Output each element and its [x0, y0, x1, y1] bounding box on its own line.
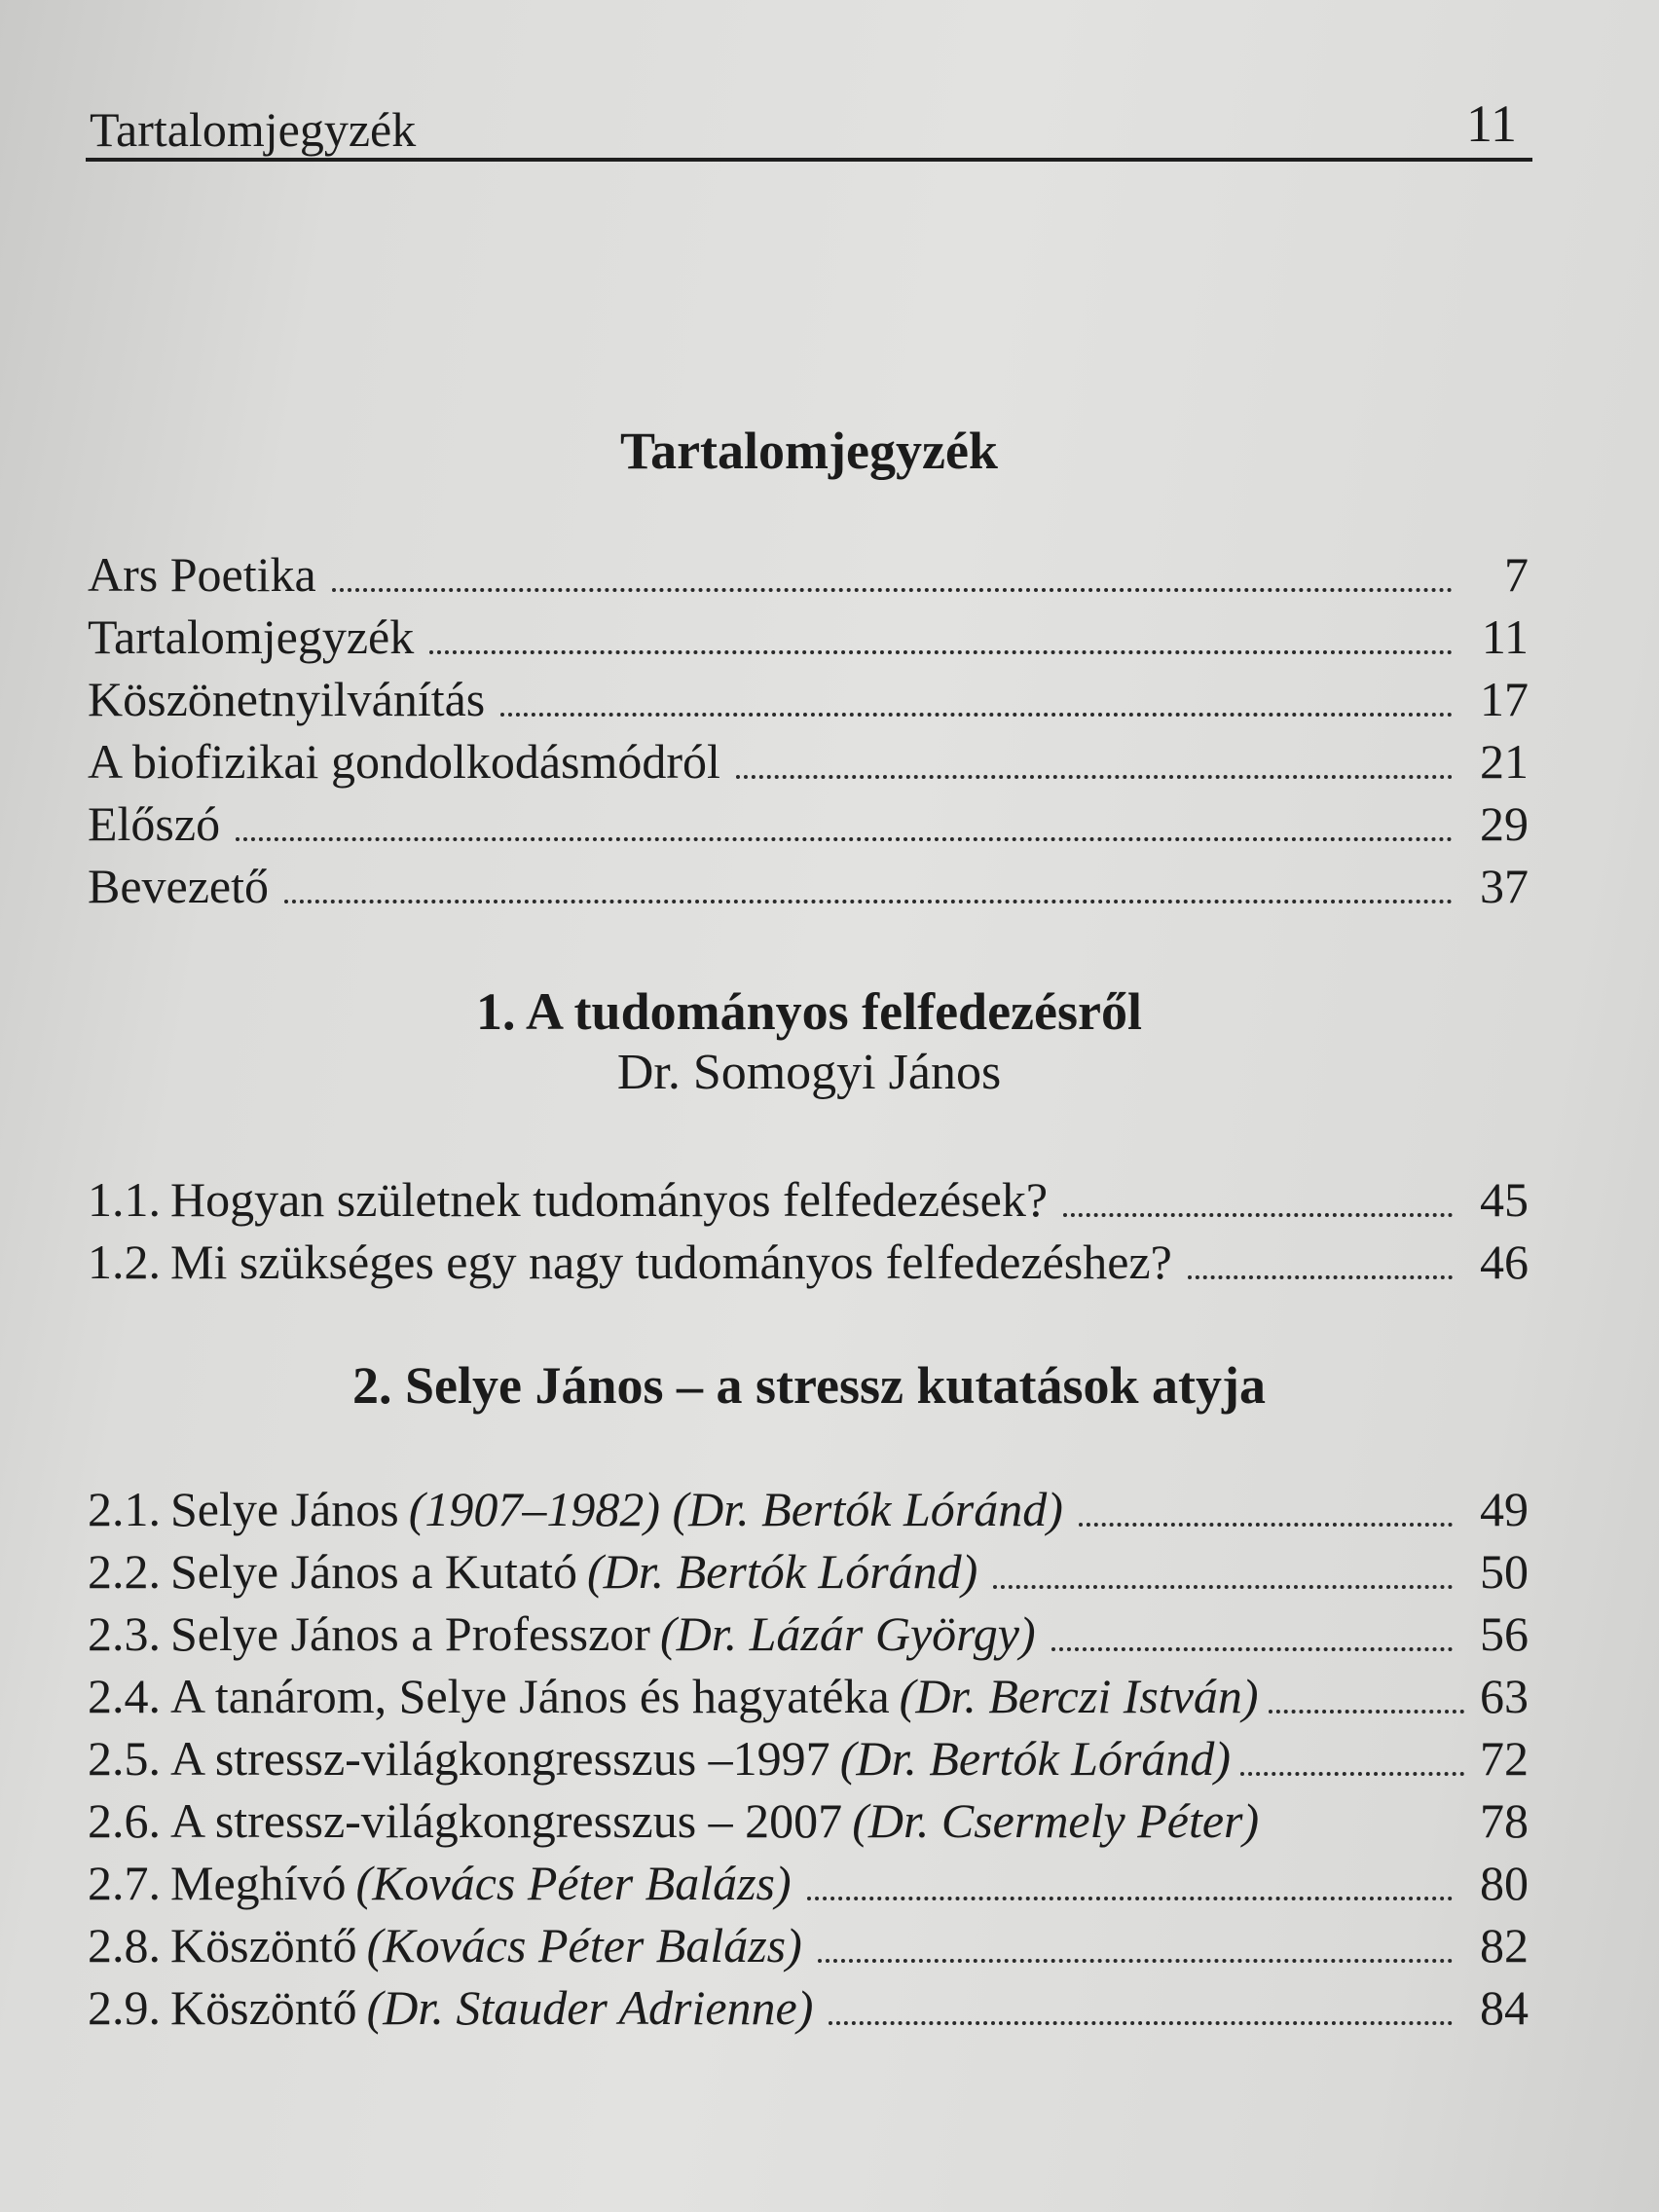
toc-entry-text: A stressz-világkongresszus –1997 — [170, 1731, 830, 1786]
section-1-author: Dr. Somogyi János — [616, 1045, 1002, 1100]
toc-entry-number: 2.2. — [88, 1544, 161, 1599]
dot-leader — [807, 1891, 1453, 1900]
dot-leader — [332, 582, 1453, 592]
dot-leader — [736, 769, 1453, 779]
toc-entry-number: 2.3. — [88, 1606, 161, 1661]
toc-entry[interactable] — [88, 1231, 1529, 1293]
toc-entry-author: (Kovács Péter Balázs) — [366, 1918, 802, 1972]
toc-entry-page: 82 — [1480, 1918, 1529, 1972]
toc-entry-page: 56 — [1480, 1606, 1529, 1661]
toc-entry[interactable] — [88, 1789, 1529, 1852]
toc-entry-number: 2.7. — [88, 1856, 161, 1910]
toc-entry-title — [88, 1168, 1048, 1231]
toc-entry[interactable] — [88, 668, 1529, 730]
toc-entry-number: 2.5. — [88, 1731, 161, 1786]
toc-entry[interactable] — [88, 1603, 1529, 1665]
toc-entry[interactable] — [88, 1478, 1529, 1540]
dot-leader — [1079, 1517, 1453, 1527]
dot-leader — [1063, 1207, 1453, 1217]
toc-entry-title — [88, 1727, 1231, 1789]
running-head-page-number: 11 — [1466, 94, 1517, 153]
toc-entry-author: (Dr. Csermely Péter) — [852, 1793, 1260, 1848]
toc-entry-title: Előszó — [88, 796, 221, 851]
toc-entry[interactable] — [88, 730, 1529, 793]
toc-entry-title — [88, 1540, 977, 1603]
dot-leader — [1188, 1270, 1453, 1279]
toc-entry-number: 1.1. — [88, 1172, 161, 1227]
toc-entry-page: 45 — [1480, 1172, 1529, 1227]
toc-entry-title: A biofizikai gondolkodásmódról — [88, 734, 720, 789]
dot-leader — [1240, 1766, 1464, 1776]
section-1-title: 1. A tudományos felfedezésről — [476, 982, 1142, 1041]
toc-entry-title — [88, 1976, 813, 2039]
toc-entry-text: Köszöntő — [170, 1980, 357, 2035]
toc-entry-number: 2.9. — [88, 1980, 161, 2035]
toc-entry-page: 7 — [1504, 547, 1529, 602]
toc-entry[interactable] — [88, 793, 1529, 855]
toc-title: Tartalomjegyzék — [620, 422, 998, 480]
toc-entry-text: Köszöntő — [170, 1918, 357, 1972]
toc-entry[interactable] — [88, 1665, 1529, 1727]
toc-entry-number: 2.6. — [88, 1793, 161, 1848]
toc-entry-author: (1907–1982) (Dr. Bertók Lóránd) — [408, 1482, 1063, 1536]
toc-entry-number: 2.1. — [88, 1482, 161, 1536]
toc-entry-author: (Dr. Bertók Lóránd) — [586, 1544, 978, 1599]
toc-entry[interactable] — [88, 1976, 1529, 2039]
toc-entry-page: 37 — [1480, 859, 1529, 913]
toc-entry-title — [88, 1231, 1172, 1293]
toc-entry-page: 49 — [1480, 1482, 1529, 1536]
toc-entry-title — [88, 1914, 802, 1976]
toc-entry-title — [88, 1478, 1063, 1540]
toc-entry-page: 29 — [1480, 796, 1529, 851]
dot-leader — [500, 707, 1453, 717]
dot-leader — [818, 1953, 1453, 1963]
dot-leader — [1051, 1641, 1453, 1651]
dot-leader — [1265, 1828, 1468, 1838]
toc-entry-page: 11 — [1481, 609, 1529, 664]
toc-entry-page: 17 — [1480, 672, 1529, 726]
toc-entry-text: Meghívó — [170, 1856, 347, 1910]
dot-leader — [284, 894, 1453, 903]
toc-entry-text: Selye János a Kutató — [170, 1544, 577, 1599]
toc-entry-author: (Kovács Péter Balázs) — [355, 1856, 792, 1910]
section-2-title: 2. Selye János – a stressz kutatások atyja — [351, 1356, 1266, 1415]
toc-entry-number: 1.2. — [88, 1235, 161, 1289]
toc-entry-page: 80 — [1480, 1856, 1529, 1910]
toc-entry-author: (Dr. Lázár György) — [659, 1606, 1036, 1661]
toc-entry[interactable] — [88, 1168, 1529, 1231]
toc-entry-title — [88, 1789, 1259, 1852]
toc-entry-title — [88, 1852, 792, 1914]
running-head-title: Tartalomjegyzék — [90, 102, 417, 157]
toc-entry-number: 2.4. — [88, 1669, 161, 1723]
running-head — [86, 90, 1532, 162]
toc-entry-title: Bevezető — [88, 859, 270, 913]
toc-entry-page: 50 — [1480, 1544, 1529, 1599]
toc-entry-title — [88, 1603, 1036, 1665]
dot-leader — [236, 831, 1453, 841]
dot-leader — [429, 645, 1453, 654]
toc-entry-text: Selye János — [170, 1482, 399, 1536]
toc-entry-page: 63 — [1480, 1669, 1529, 1723]
toc-entry-title: Ars Poetika — [88, 547, 316, 602]
toc-entry-number: 2.8. — [88, 1918, 161, 1972]
toc-entry[interactable] — [88, 1540, 1529, 1603]
toc-entry[interactable] — [88, 1914, 1529, 1976]
toc-entry-title: Tartalomjegyzék — [88, 609, 415, 664]
toc-entry-page: 84 — [1480, 1980, 1529, 2035]
toc-entry[interactable] — [88, 1852, 1529, 1914]
toc-entry-author: (Dr. Stauder Adrienne) — [366, 1980, 814, 2035]
toc-entry-page: 46 — [1480, 1235, 1529, 1289]
dot-leader — [993, 1579, 1453, 1589]
toc-entry-page: 78 — [1480, 1793, 1529, 1848]
toc-entry[interactable] — [88, 855, 1529, 917]
dot-leader — [829, 2015, 1453, 2025]
dot-leader — [1269, 1704, 1464, 1714]
toc-entry-page: 72 — [1480, 1731, 1529, 1786]
toc-entry-author: (Dr. Bertók Lóránd) — [839, 1731, 1232, 1786]
toc-entry-text: Hogyan születnek tudományos felfedezések? — [170, 1172, 1049, 1227]
toc-entry-text: Selye János a Professzor — [170, 1606, 650, 1661]
toc-entry-page: 21 — [1480, 734, 1529, 789]
toc-entry-title: Köszönetnyilvánítás — [88, 672, 486, 726]
toc-entry[interactable] — [88, 543, 1529, 606]
toc-entry-text: Mi szükséges egy nagy tudományos felfedezéshez? — [170, 1235, 1172, 1289]
toc-entry[interactable] — [88, 1727, 1529, 1789]
toc-entry-text: A tanárom, Selye János és hagyatéka — [170, 1669, 890, 1723]
toc-entry-text: A stressz-világkongresszus – 2007 — [170, 1793, 843, 1848]
toc-entry-author: (Dr. Berczi István) — [899, 1669, 1259, 1723]
toc-entry[interactable] — [88, 606, 1529, 668]
toc-entry-title — [88, 1665, 1259, 1727]
